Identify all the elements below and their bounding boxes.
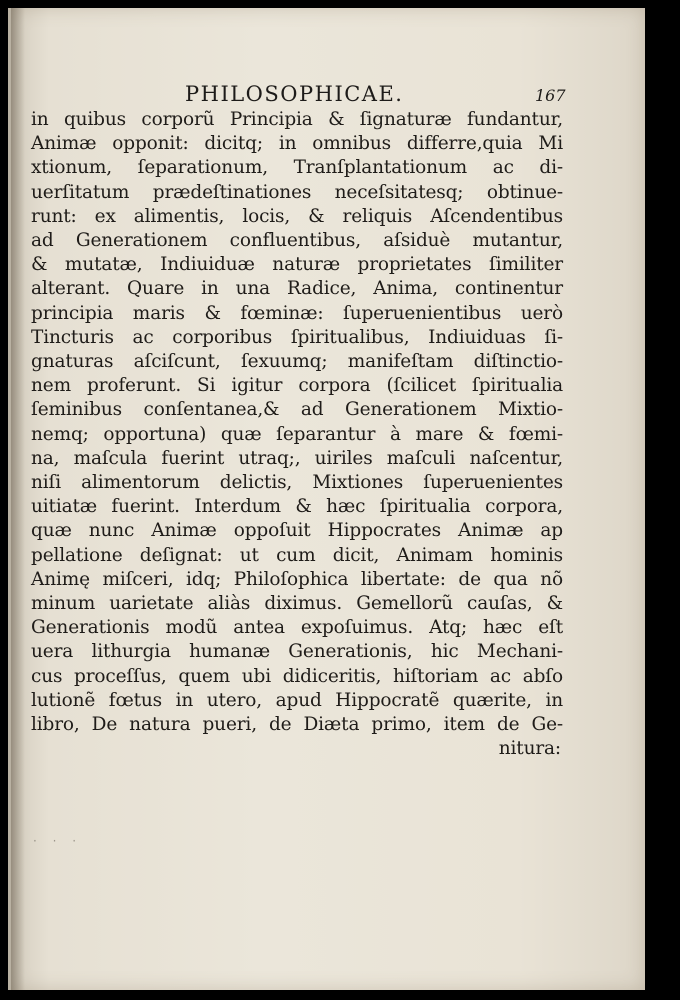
body-text — [31, 108, 563, 761]
text-line: principia maris & fœminæ: ſuperuenientibus uerò — [31, 302, 563, 324]
text-line: Tincturis ac corporibus ſpiritualibus, Indiuiduas ſi- — [31, 326, 563, 348]
text-line: pellatione deſignat: ut cum dicit, Animam hominis — [31, 544, 563, 566]
text-line: ſeminibus conſentanea,& ad Generationem Mixtio- — [31, 399, 563, 421]
text-line: gnaturas aſciſcunt, ſexuumq; manifeſtam diſtinctio- — [31, 351, 563, 373]
text-line: minum uarietate aliàs diximus. Gemellorũ cauſas, & — [31, 593, 563, 615]
text-line: alterant. Quare in una Radice, Anima, continentur — [31, 278, 563, 300]
text-line: nemq; opportuna) quæ ſeparantur à mare & fœmi- — [31, 423, 563, 445]
text-line: uera lithurgia humanæ Generationis, hic Mechani- — [31, 641, 563, 663]
book-page — [8, 8, 645, 990]
text-line: ad Generationem confluentibus, aſsiduè mutantur, — [31, 230, 563, 252]
text-line: na, maſcula fuerint utraq;, uiriles maſculi naſcentur, — [31, 447, 563, 469]
catchword: nitura: — [498, 738, 561, 760]
running-head — [11, 80, 645, 110]
running-title: PHILOSOPHICAE. — [185, 82, 404, 106]
paper-specks: · · · — [33, 834, 83, 848]
text-line: uerſitatum prædeſtinationes neceſsitatesq; obtinue- — [31, 181, 563, 203]
text-line: runt: ex alimentis, locis, & reliquis Aſcendentibus — [31, 205, 563, 227]
text-line: cus proceſſus, quem ubi didiceritis, hiſtoriam ac abſo — [31, 665, 563, 687]
text-line: Generationis modũ antea expoſuimus. Atq; hæc eſt — [31, 617, 563, 639]
text-line: Animę miſceri, idq; Philoſophica libertate: de qua nõ — [31, 568, 563, 590]
text-line: quæ nunc Animæ oppoſuit Hippocrates Animæ ap — [31, 520, 563, 542]
text-line: xtionum, ſeparationum, Tranſplantationum ac di- — [31, 157, 563, 179]
text-line: nem proferunt. Si igitur corpora (ſcilicet ſpiritualia — [31, 375, 563, 397]
text-line: uitiatæ fuerint. Interdum & hæc ſpiritualia corpora, — [31, 496, 563, 518]
text-line: & mutatæ, Indiuiduæ naturæ proprietates ſimiliter — [31, 254, 563, 276]
text-line: in quibus corporũ Principia & ſignaturæ fundantur, — [31, 109, 563, 130]
text-line: lutionẽ fœtus in utero, apud Hippocratẽ quærite, in — [31, 689, 563, 711]
text-line: niſi alimentorum delictis, Mixtiones ſuperuenientes — [31, 472, 563, 494]
text-line: libro, De natura pueri, de Diæta primo, item de Ge- — [31, 714, 563, 736]
page-number: 167 — [535, 86, 566, 105]
text-line: Animæ opponit: dicitq; in omnibus differre,quia Mi — [31, 133, 563, 155]
binding-gutter-shadow — [11, 8, 25, 990]
